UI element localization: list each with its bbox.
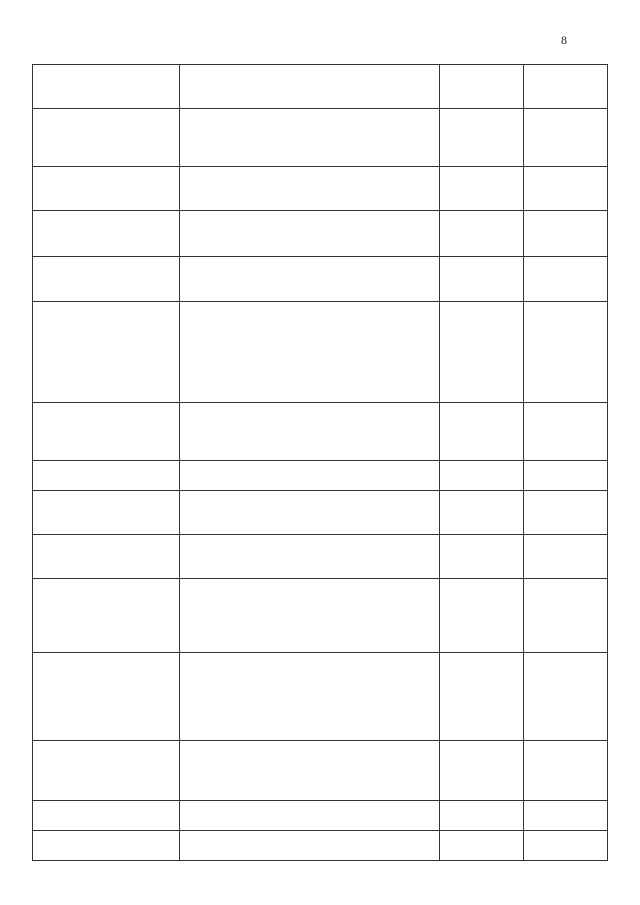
table-row [33,741,608,801]
budget-code [33,535,180,579]
amount-second-year [524,741,608,801]
table-row [33,109,608,167]
budget-code [33,109,180,167]
amount-first-year [440,461,524,491]
amount-second-year [524,109,608,167]
amount-second-year [524,403,608,461]
budget-code [33,741,180,801]
amount-second-year [524,653,608,741]
budget-table [32,64,608,861]
row-description [180,257,440,302]
table-row [33,831,608,861]
budget-code [33,801,180,831]
budget-code [33,653,180,741]
amount-second-year [524,831,608,861]
amount-second-year [524,461,608,491]
row-description [180,109,440,167]
amount-first-year [440,302,524,403]
amount-second-year [524,579,608,653]
amount-first-year [440,831,524,861]
row-description [180,579,440,653]
amount-first-year [440,741,524,801]
amount-second-year [524,167,608,211]
row-description [180,211,440,257]
row-description [180,167,440,211]
table-row [33,211,608,257]
budget-code [33,211,180,257]
amount-first-year [440,491,524,535]
amount-second-year [524,801,608,831]
row-description [180,403,440,461]
amount-first-year [440,653,524,741]
budget-code [33,302,180,403]
table-row [33,491,608,535]
table-row [33,257,608,302]
table-row [33,535,608,579]
amount-first-year [440,257,524,302]
budget-code [33,579,180,653]
row-description [180,831,440,861]
row-description [180,65,440,109]
row-description [180,535,440,579]
amount-first-year [440,801,524,831]
amount-second-year [524,535,608,579]
row-description [180,653,440,741]
table-row [33,167,608,211]
row-description [180,491,440,535]
page-number: 8 [561,33,567,47]
amount-second-year [524,65,608,109]
amount-second-year [524,257,608,302]
table-row [33,65,608,109]
amount-first-year [440,535,524,579]
table-row [33,403,608,461]
table-row [33,579,608,653]
table-row [33,461,608,491]
amount-first-year [440,109,524,167]
row-description [180,461,440,491]
amount-first-year [440,579,524,653]
amount-second-year [524,211,608,257]
budget-code [33,461,180,491]
row-description [180,302,440,403]
budget-code [33,257,180,302]
budget-code [33,831,180,861]
amount-second-year [524,302,608,403]
amount-first-year [440,65,524,109]
budget-code [33,167,180,211]
amount-first-year [440,403,524,461]
table-row [33,801,608,831]
budget-code [33,403,180,461]
row-description [180,741,440,801]
table-row [33,653,608,741]
budget-code [33,491,180,535]
table-row [33,302,608,403]
amount-first-year [440,211,524,257]
amount-first-year [440,167,524,211]
budget-code [33,65,180,109]
amount-second-year [524,491,608,535]
row-description [180,801,440,831]
